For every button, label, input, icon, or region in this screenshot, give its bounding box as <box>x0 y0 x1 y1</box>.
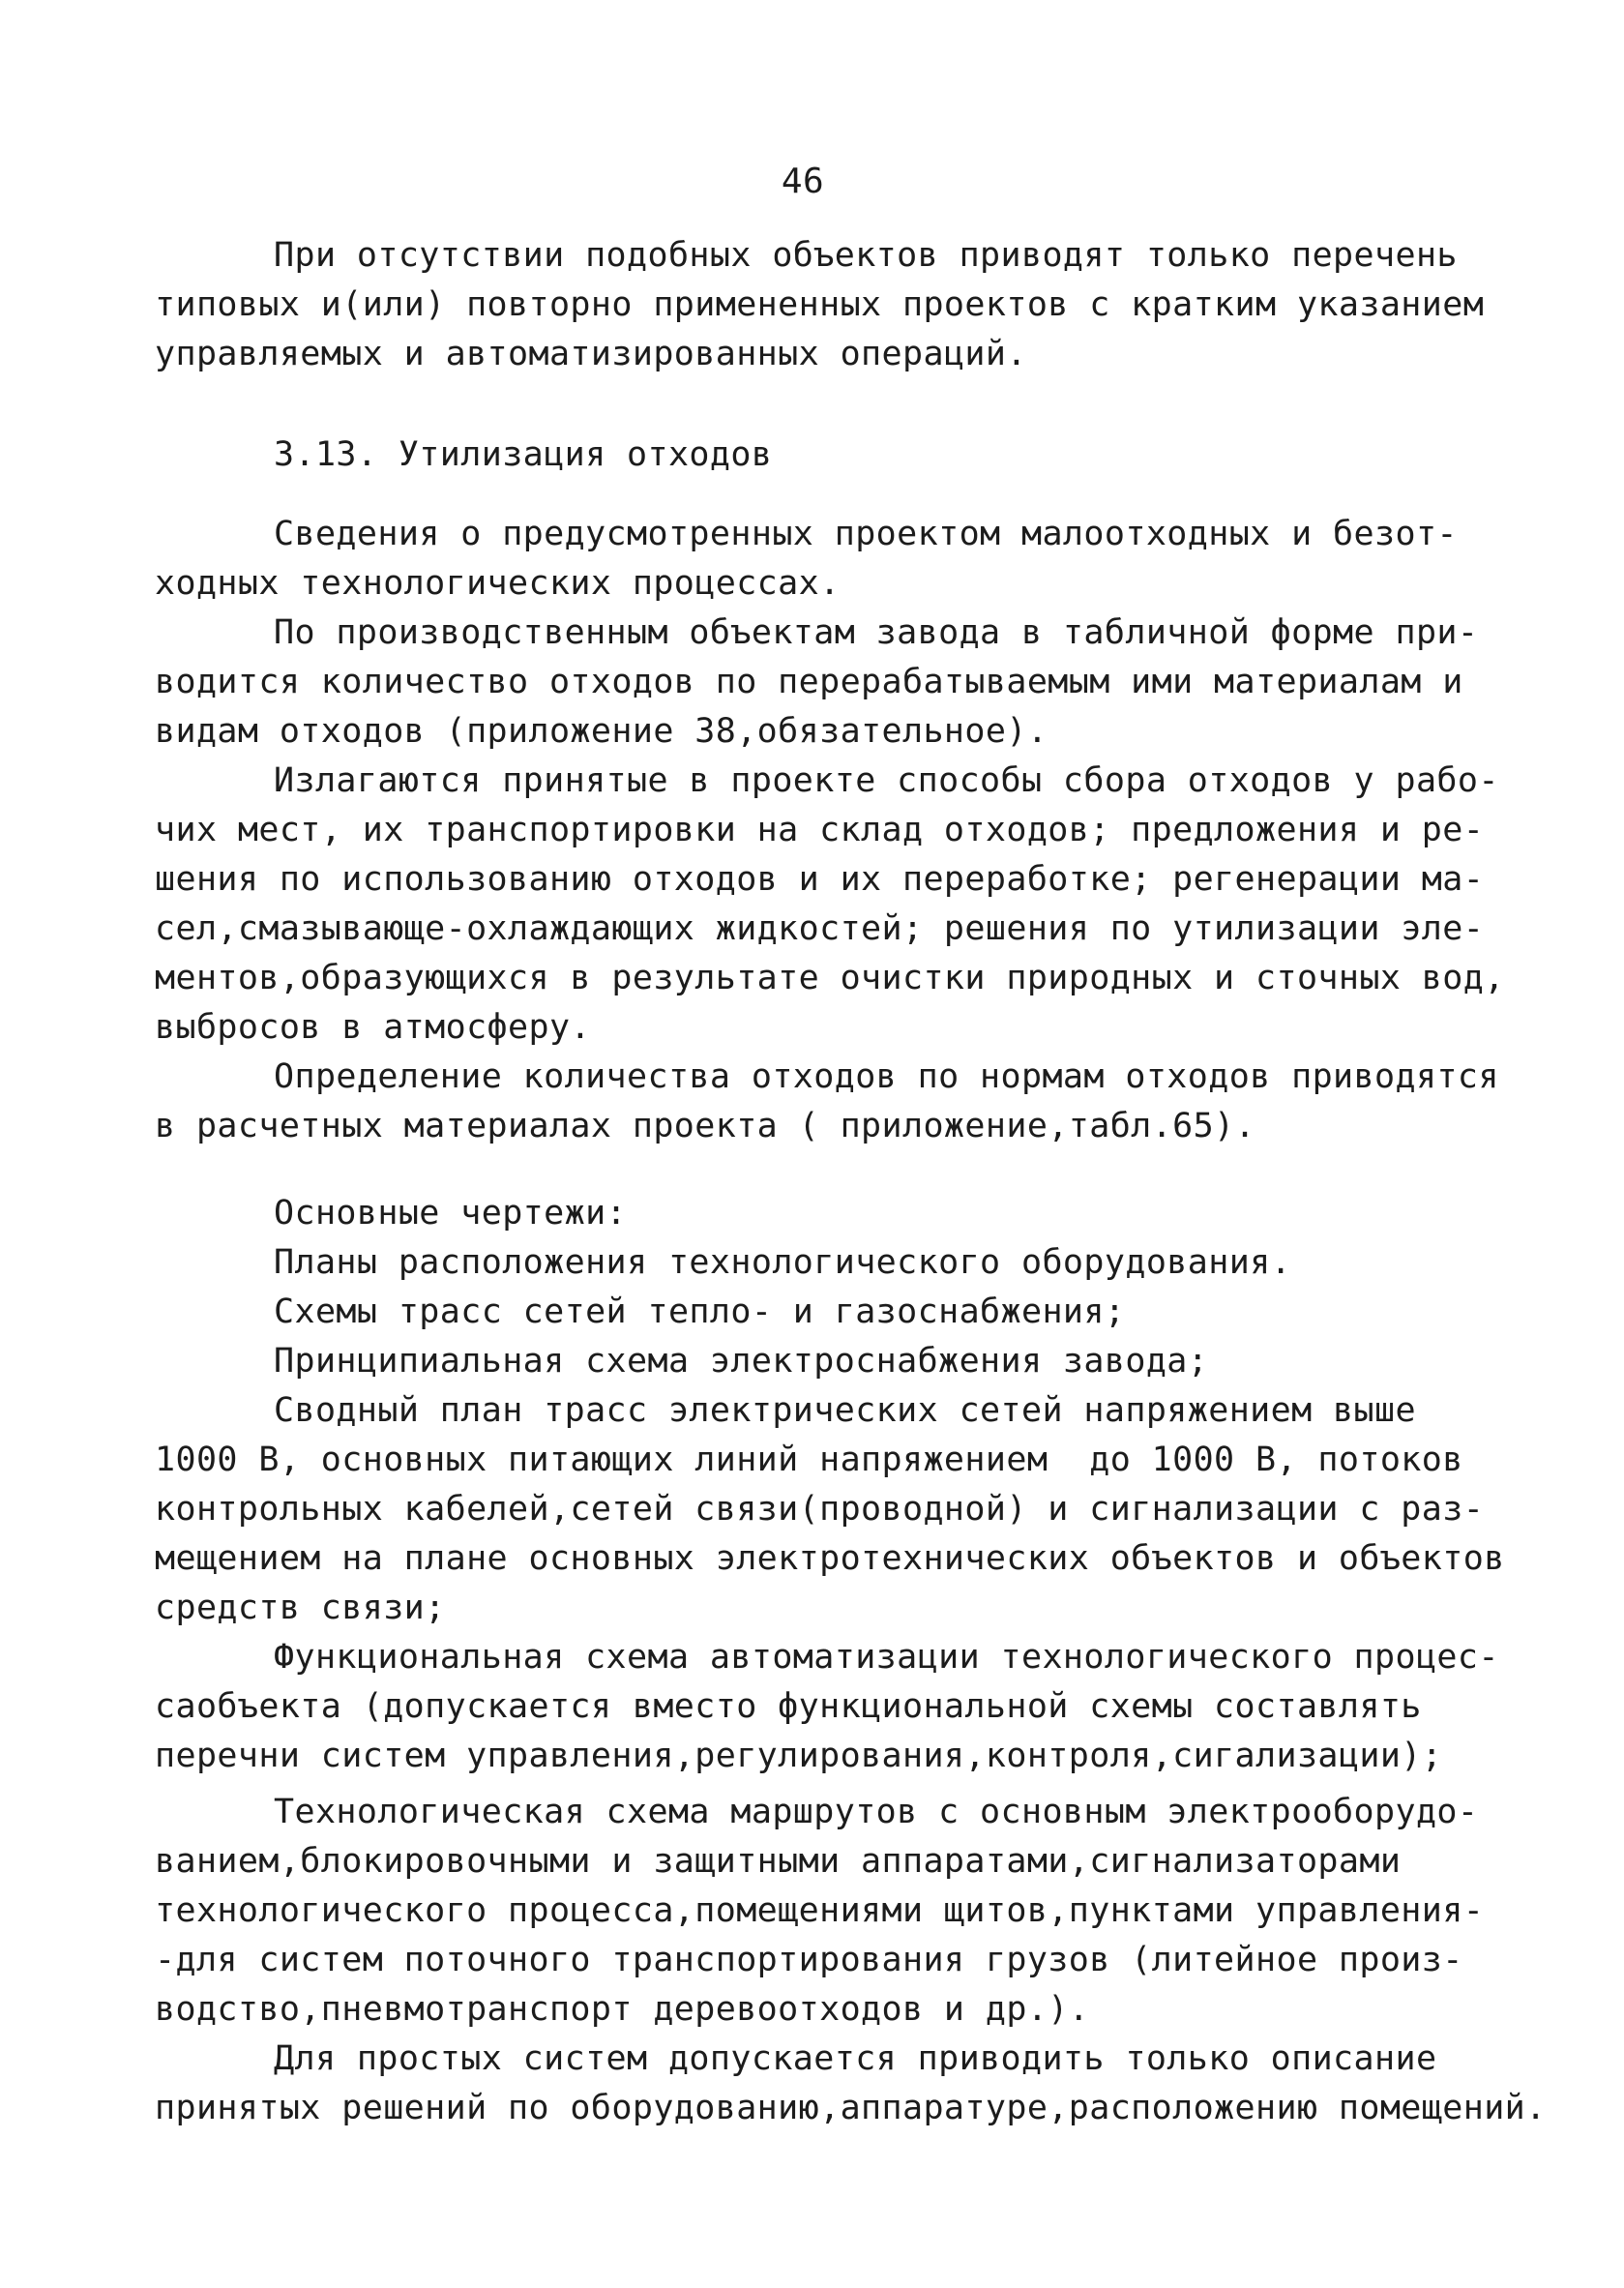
list-item: Функциональная схема автоматизации технологического процес- <box>274 1638 1499 1677</box>
text-line: сел,смазывающе-охлаждающих жидкостей; решения по утилизации эле- <box>155 909 1485 948</box>
text-line: шения по использованию отходов и их переработке; регенерации ма- <box>155 860 1485 899</box>
text-line: принятых решений по оборудованию,аппаратуре,расположению помещений. <box>155 2089 1547 2127</box>
text-line: По производственным объектам завода в табличной форме при- <box>274 613 1479 652</box>
text-line: типовых и(или) повторно примененных проектов с кратким указанием <box>155 285 1485 324</box>
text-line: ходных технологических процессах. <box>155 564 841 603</box>
list-item: Планы расположения технологического оборудования. <box>274 1243 1292 1282</box>
text-line: саобъекта (допускается вместо функциональной схемы составлять <box>155 1687 1422 1726</box>
text-line: мещением на плане основных электротехнических объектов и объектов <box>155 1539 1505 1578</box>
text-line: чих мест, их транспортировки на склад отходов; предложения и ре- <box>155 811 1485 849</box>
section-paragraph <box>155 510 1509 1151</box>
text-line: управляемых и автоматизированных операций. <box>155 335 1027 373</box>
list-item: Принципиальная схема электроснабжения завода; <box>274 1342 1209 1381</box>
drawings-block-continued <box>155 1788 1547 2133</box>
text-line: -для систем поточного транспортирования грузов (литейное произ- <box>155 1941 1463 1979</box>
list-item: Сводный план трасс электрических сетей напряжением выше <box>274 1391 1416 1430</box>
section-heading-block <box>155 431 1509 480</box>
text-line: перечни систем управления,регулирования,контроля,сигализации); <box>155 1737 1443 1775</box>
text-line: Определение количества отходов по нормам отходов приводятся <box>274 1057 1499 1096</box>
text-line: в расчетных материалах проекта ( приложение,табл.65). <box>155 1107 1256 1145</box>
text-line: средств связи; <box>155 1589 446 1627</box>
drawings-heading: Основные чертежи: <box>274 1194 628 1233</box>
text-line: видам отходов (приложение 38,обязательное). <box>155 712 1048 751</box>
section-heading: 3.13. Утилизация отходов <box>274 435 773 474</box>
text-line: ванием,блокировочными и защитными аппаратами,сигнализаторами <box>155 1842 1402 1881</box>
text-line: водится количество отходов по перерабатываемым ими материалам и <box>155 663 1463 701</box>
text-line: технологического процесса,помещениями щитов,пунктами управления- <box>155 1891 1485 1930</box>
text-line: ментов,образующихся в результате очистки природных и сточных вод, <box>155 959 1505 997</box>
drawings-block <box>155 1189 1509 1781</box>
intro-paragraph <box>155 231 1509 379</box>
text-line: При отсутствии подобных объектов приводят только перечень <box>274 236 1458 275</box>
list-item: Схемы трасс сетей тепло- и газоснабжения; <box>274 1293 1126 1331</box>
text-line: Излагаются принятые в проекте способы сбора отходов у рабо- <box>274 761 1499 800</box>
text-line: контрольных кабелей,сетей связи(проводной) и сигнализации с раз- <box>155 1490 1485 1529</box>
text-line: 1000 В, основных питающих линий напряжением до 1000 В, потоков <box>155 1441 1463 1479</box>
page-number: 46 <box>781 162 825 201</box>
text-line: выбросов в атмосферу. <box>155 1008 591 1047</box>
list-item: Для простых систем допускается приводить только описание <box>274 2039 1437 2078</box>
list-item: Технологическая схема маршрутов с основным электрооборудо- <box>274 1793 1479 1831</box>
text-line: водство,пневмотранспорт деревоотходов и др.). <box>155 1990 1090 2029</box>
text-line: Сведения о предусмотренных проектом малоотходных и безот- <box>274 515 1458 553</box>
